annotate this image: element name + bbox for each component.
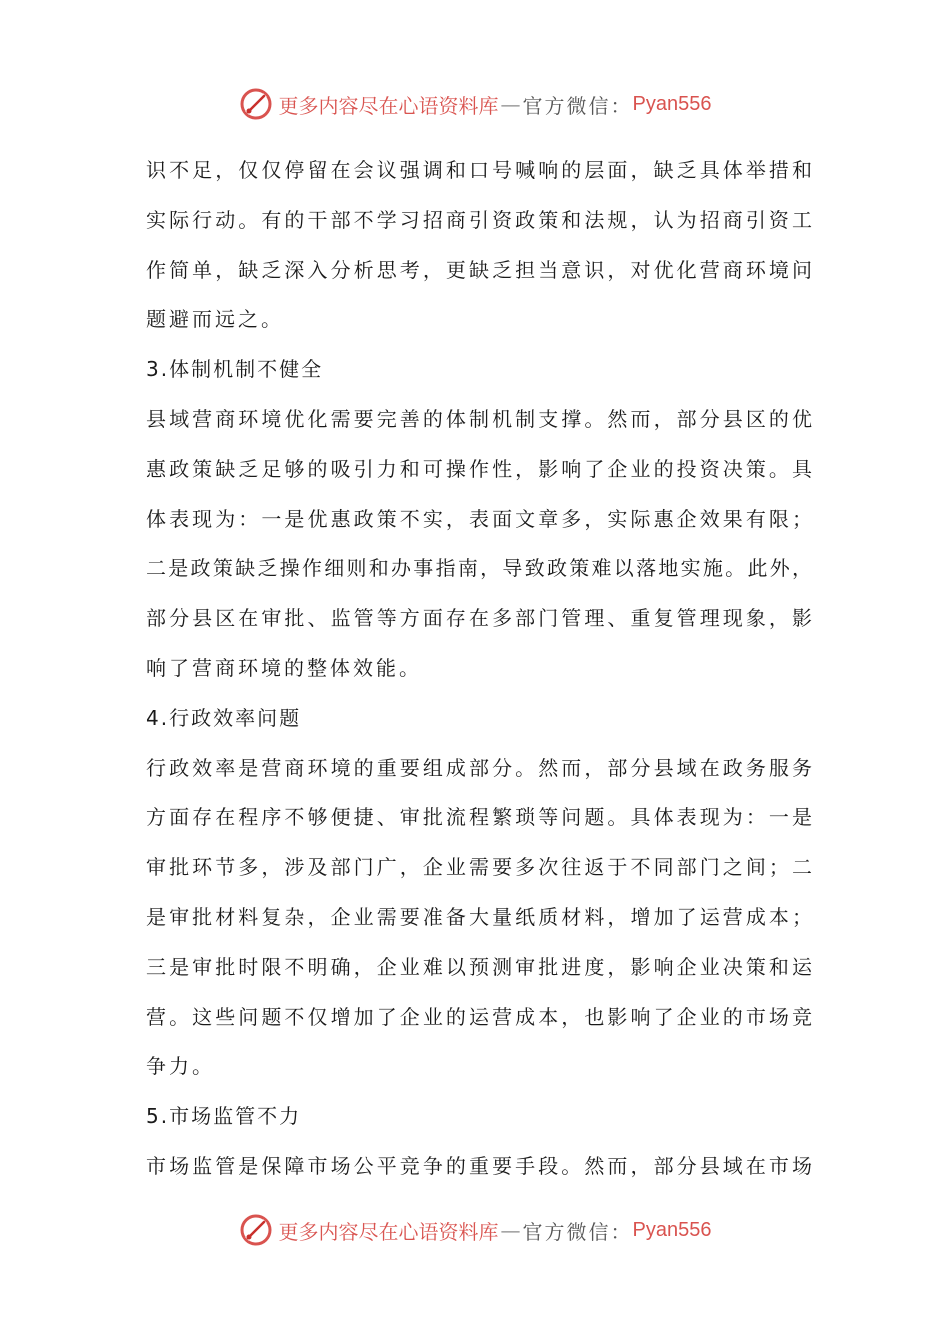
wechat-label: 官方微信： xyxy=(522,1219,633,1244)
section-heading: 3.体制机制不健全 xyxy=(146,357,324,382)
wechat-id: Pyan556 xyxy=(632,92,712,115)
paragraph-line: 营。这些问题不仅增加了企业的运营成本，也影响了企业的市场竞 xyxy=(146,1004,812,1029)
site-title: 更多内容尽在心语资料库 xyxy=(278,93,499,118)
paragraph-line: 体表现为：一是优惠政策不实，表面文章多，实际惠企效果有限； xyxy=(146,506,812,531)
paragraph-line: 争力。 xyxy=(146,1054,215,1079)
paragraph-line: 县域营商环境优化需要完善的体制机制支撑。然而，部分县区的优 xyxy=(146,406,812,431)
paragraph-line: 题避而远之。 xyxy=(146,307,284,332)
paragraph-line: 二是政策缺乏操作细则和办事指南，导致政策难以落地实施。此外， xyxy=(146,556,812,581)
paragraph-line: 市场监管是保障市场公平竞争的重要手段。然而，部分县域在市场 xyxy=(146,1153,812,1178)
brush-circle-logo-icon xyxy=(239,1213,273,1247)
site-title: 更多内容尽在心语资料库 xyxy=(278,1219,499,1244)
paragraph-line: 方面存在程序不够便捷、审批流程繁琐等问题。具体表现为：一是 xyxy=(146,805,812,830)
paragraph-line: 响了营商环境的整体效能。 xyxy=(146,655,422,680)
footer-banner xyxy=(0,1210,950,1250)
title-separator: — xyxy=(500,92,521,116)
title-separator: — xyxy=(500,1218,521,1242)
paragraph-line: 识不足，仅仅停留在会议强调和口号喊响的层面，缺乏具体举措和 xyxy=(146,158,812,182)
paragraph-line: 实际行动。有的干部不学习招商引资政策和法规，认为招商引资工 xyxy=(146,207,812,232)
section-heading: 5.市场监管不力 xyxy=(146,1104,302,1129)
brush-circle-logo-icon xyxy=(239,87,273,121)
paragraph-line: 部分县区在审批、监管等方面存在多部门管理、重复管理现象，影 xyxy=(146,606,812,631)
section-heading: 4.行政效率问题 xyxy=(146,705,302,730)
document-body xyxy=(146,146,812,1192)
paragraph-line: 惠政策缺乏足够的吸引力和可操作性，影响了企业的投资决策。具 xyxy=(146,456,812,481)
paragraph-line: 作简单，缺乏深入分析思考，更缺乏担当意识，对优化营商环境问 xyxy=(146,257,812,282)
paragraph-line: 审批环节多，涉及部门广，企业需要多次往返于不同部门之间；二 xyxy=(146,855,812,880)
paragraph-line: 是审批材料复杂，企业需要准备大量纸质材料，增加了运营成本； xyxy=(146,904,812,929)
paragraph-line: 行政效率是营商环境的重要组成部分。然而，部分县域在政务服务 xyxy=(146,755,812,780)
paragraph-line: 三是审批时限不明确，企业难以预测审批进度，影响企业决策和运 xyxy=(146,954,812,979)
wechat-id: Pyan556 xyxy=(632,1218,712,1241)
header-banner xyxy=(0,84,950,124)
wechat-label: 官方微信： xyxy=(522,93,633,118)
